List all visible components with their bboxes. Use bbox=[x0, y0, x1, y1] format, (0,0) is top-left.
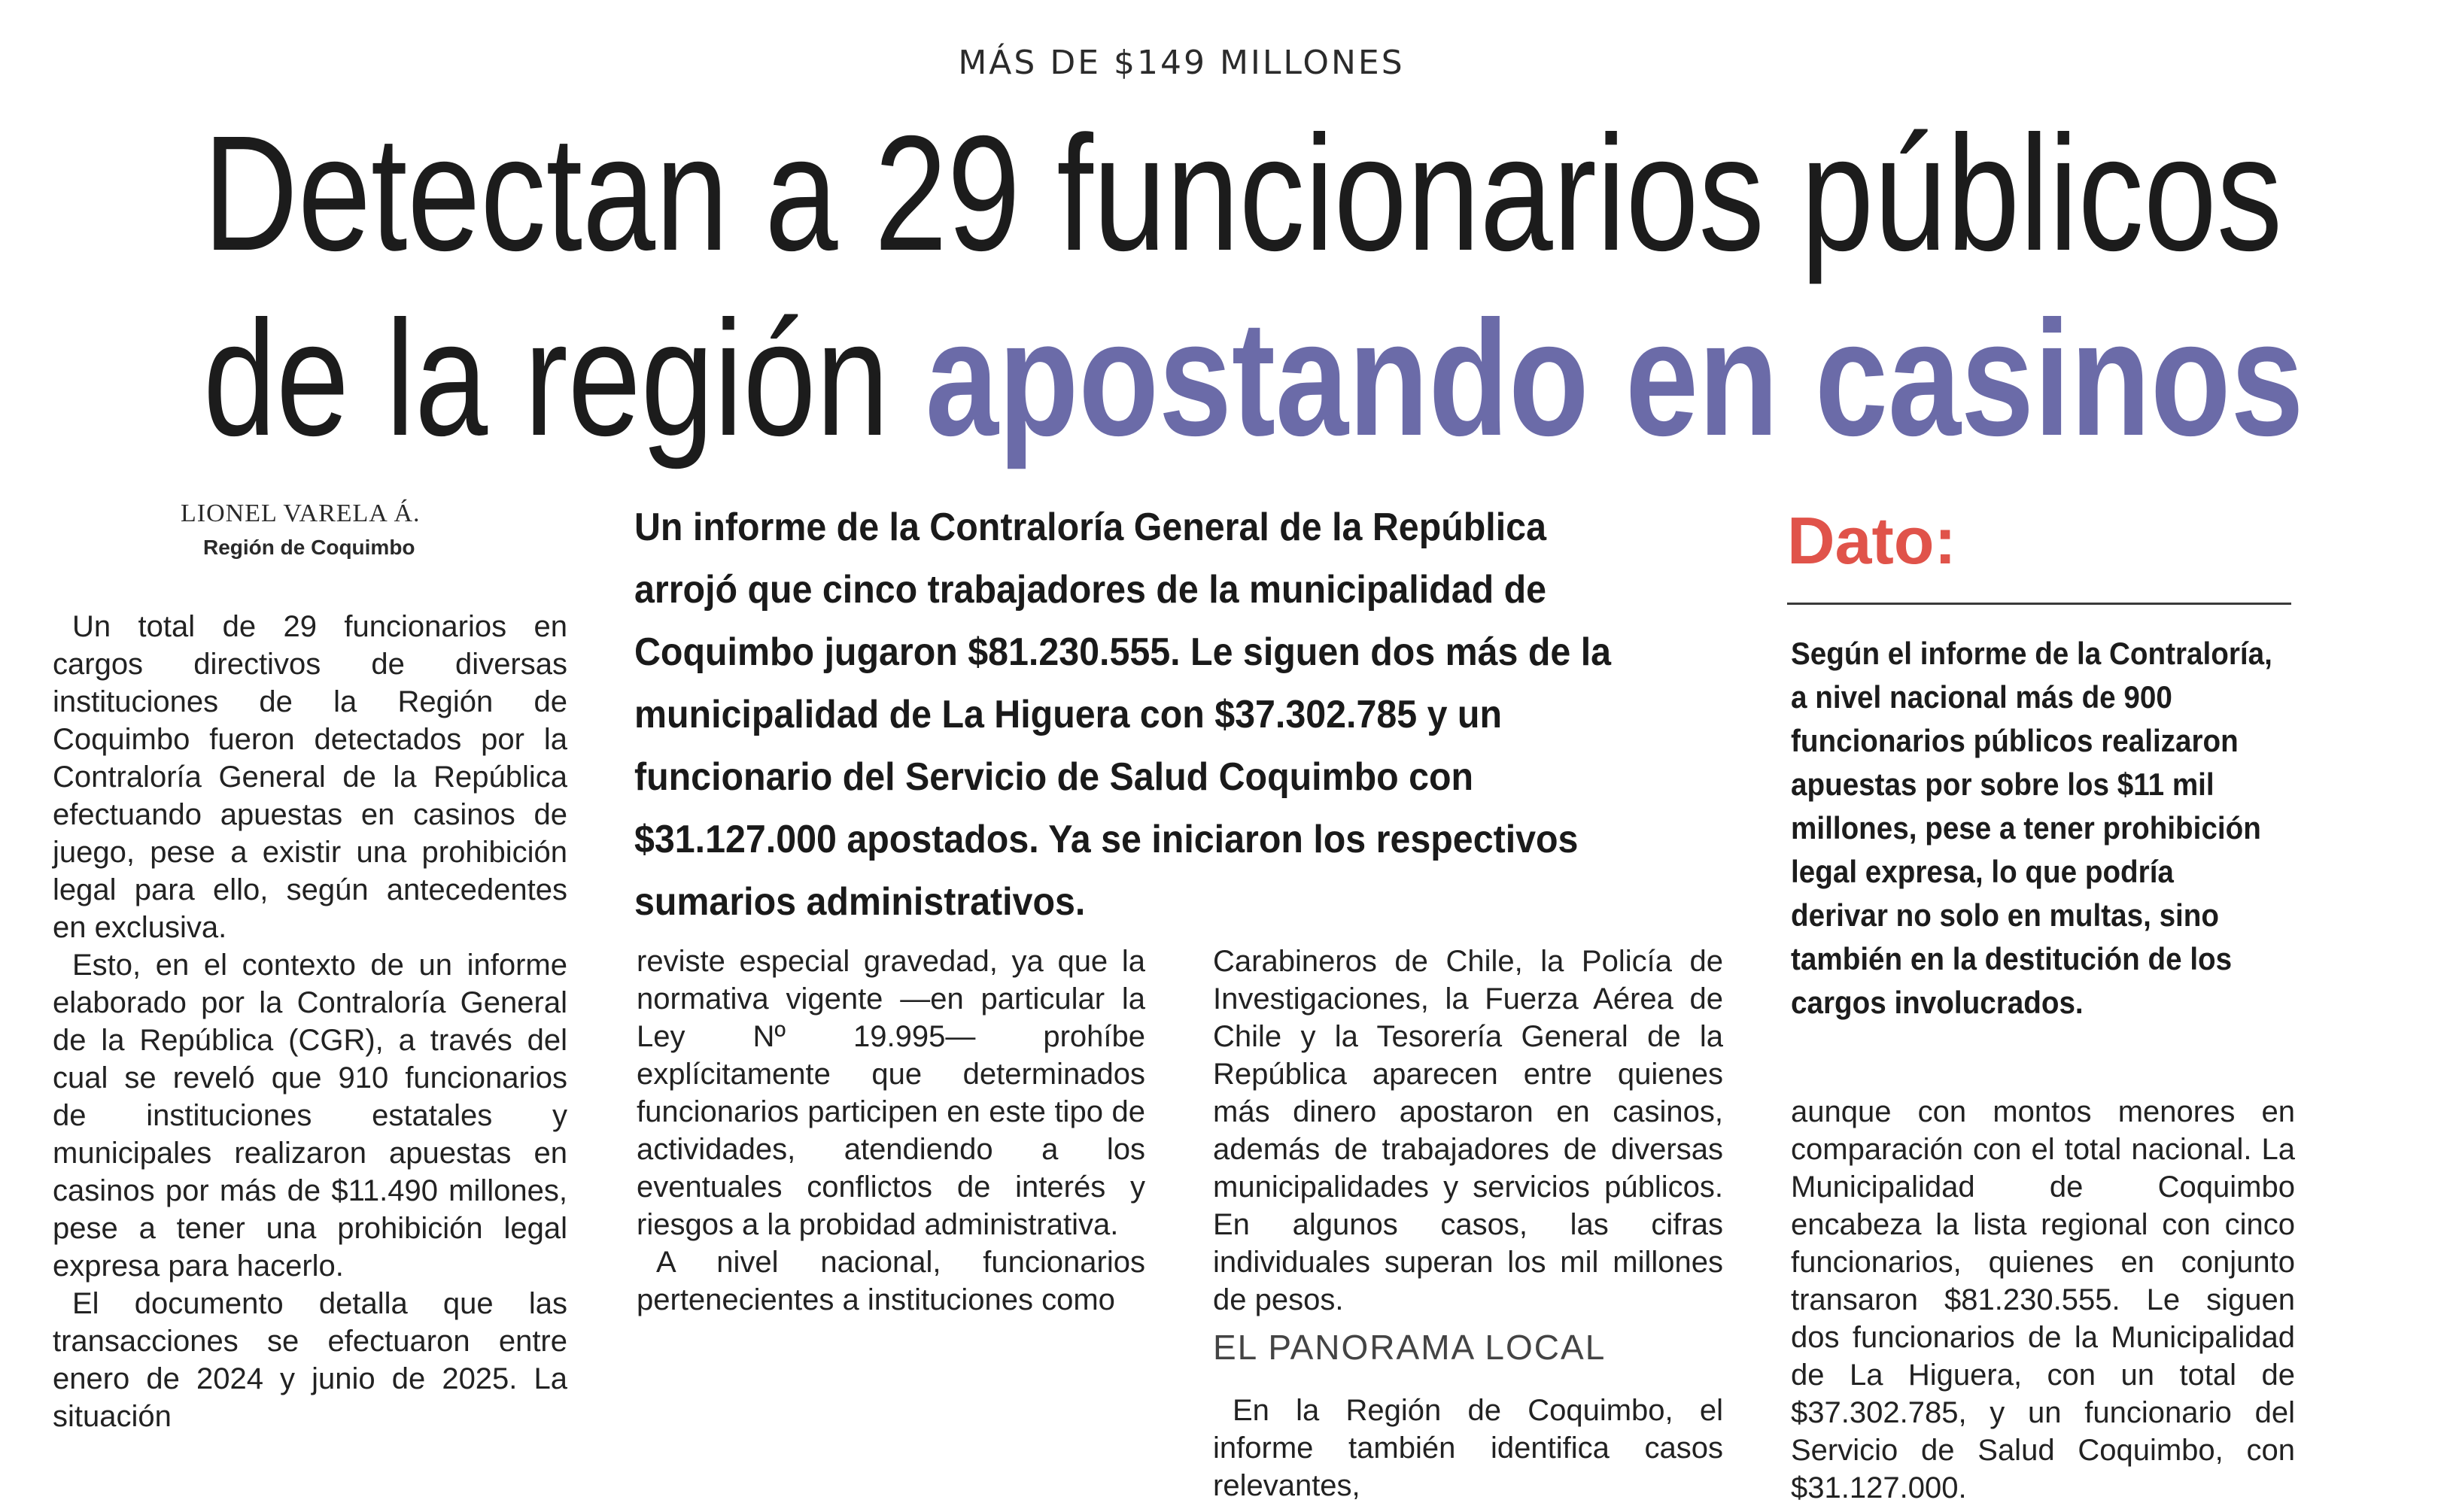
article-headline bbox=[203, 102, 2304, 472]
body-paragraph: En la Región de Coquimbo, el informe también identifica casos relevantes, bbox=[1213, 1394, 1723, 1502]
body-paragraph: Esto, en el contexto de un informe elaborado por la Contraloría General de la República (CGR), a través del cual se reveló que 910 funcionarios de instituciones estatales y municipales realizaron apuestas en casinos por más de $11.490 millones, pese a tener una prohibición legal expresa para hacerlo. bbox=[53, 949, 567, 1283]
byline-region: Región de Coquimbo bbox=[203, 536, 415, 559]
body-paragraph: Carabineros de Chile, la Policía de Investigaciones, la Fuerza Aérea de Chile y la Tesorería General de la República aparecen entre quienes más dinero apostaron en casinos, además de trabajadores de diversas municipalidades y servicios públicos. En algunos casos, las cifras individuales superan los mil millones de pesos. bbox=[1213, 945, 1723, 1316]
body-column-2 bbox=[637, 943, 1145, 1319]
body-paragraph: Un total de 29 funcionarios en cargos directivos de diversas instituciones de la Región de Coquimbo fueron detectados por la Contraloría General de la República efectuando apuestas en casinos de juego, pese a existir una prohibición legal para ello, según antecedentes en exclusiva. bbox=[53, 610, 567, 944]
body-column-3-continued bbox=[1213, 1392, 1723, 1504]
body-paragraph: El documento detalla que las transacciones se efectuaron entre enero de 2024 y junio de 2025. La situación bbox=[53, 1287, 567, 1433]
headline-line-2 bbox=[203, 287, 2304, 472]
body-column-4 bbox=[1791, 1093, 2295, 1507]
section-heading: EL PANORAMA LOCAL bbox=[1213, 1328, 1607, 1367]
body-paragraph: A nivel nacional, funcionarios pertenecientes a instituciones como bbox=[637, 1246, 1145, 1316]
body-paragraph: reviste especial gravedad, ya que la normativa vigente —en particular la Ley Nº 19.995— prohíbe explícitamente que determinados funcionarios participen en este tipo de actividades, atendiendo a los eventuales conflictos de interés y riesgos a la probidad administrativa. bbox=[637, 945, 1145, 1241]
byline-author: LIONEL VARELA Á. bbox=[181, 499, 421, 527]
article-kicker: MÁS DE $149 MILLONES bbox=[958, 44, 1405, 82]
headline-plain-text: de la región bbox=[203, 287, 926, 470]
body-column-1 bbox=[53, 608, 567, 1435]
dato-text: Según el informe de la Contraloría, a nivel nacional más de 900 funcionarios públicos realizaron apuestas por sobre los $11 mil millones, pese a tener prohibición legal expresa, lo que podría derivar no solo en multas, sino también en la destitución de los cargos involucrados. bbox=[1791, 636, 2272, 1020]
headline-accent-text: apostando en casinos bbox=[925, 287, 2304, 470]
body-column-3 bbox=[1213, 943, 1723, 1319]
article-lead: Un informe de la Contraloría General de la República arrojó que cinco trabajadores de la municipalidad de Coquimbo jugaron $81.230.555. Le siguen dos más de la municipalidad de La Higuera con $37.302.785 y un funcionario del Servicio de Salud Coquimbo con $31.127.000 apostados. Ya se iniciaron los respectivos sumarios administrativos. bbox=[634, 506, 1612, 924]
headline-line-1: Detectan a 29 funcionarios públicos bbox=[203, 102, 2283, 285]
dato-title: Dato: bbox=[1787, 503, 1956, 578]
dato-divider bbox=[1787, 603, 2291, 605]
body-paragraph: aunque con montos menores en comparación con el total nacional. La Municipalidad de Coquimbo encabeza la lista regional con cinco funcionarios, quienes en conjunto transaron $81.230.555. Le siguen dos funcionarios de la Municipalidad de La Higuera, con un total de $37.302.785, y un funcionario del Servicio de Salud Coquimbo, con $31.127.000. bbox=[1791, 1095, 2295, 1504]
